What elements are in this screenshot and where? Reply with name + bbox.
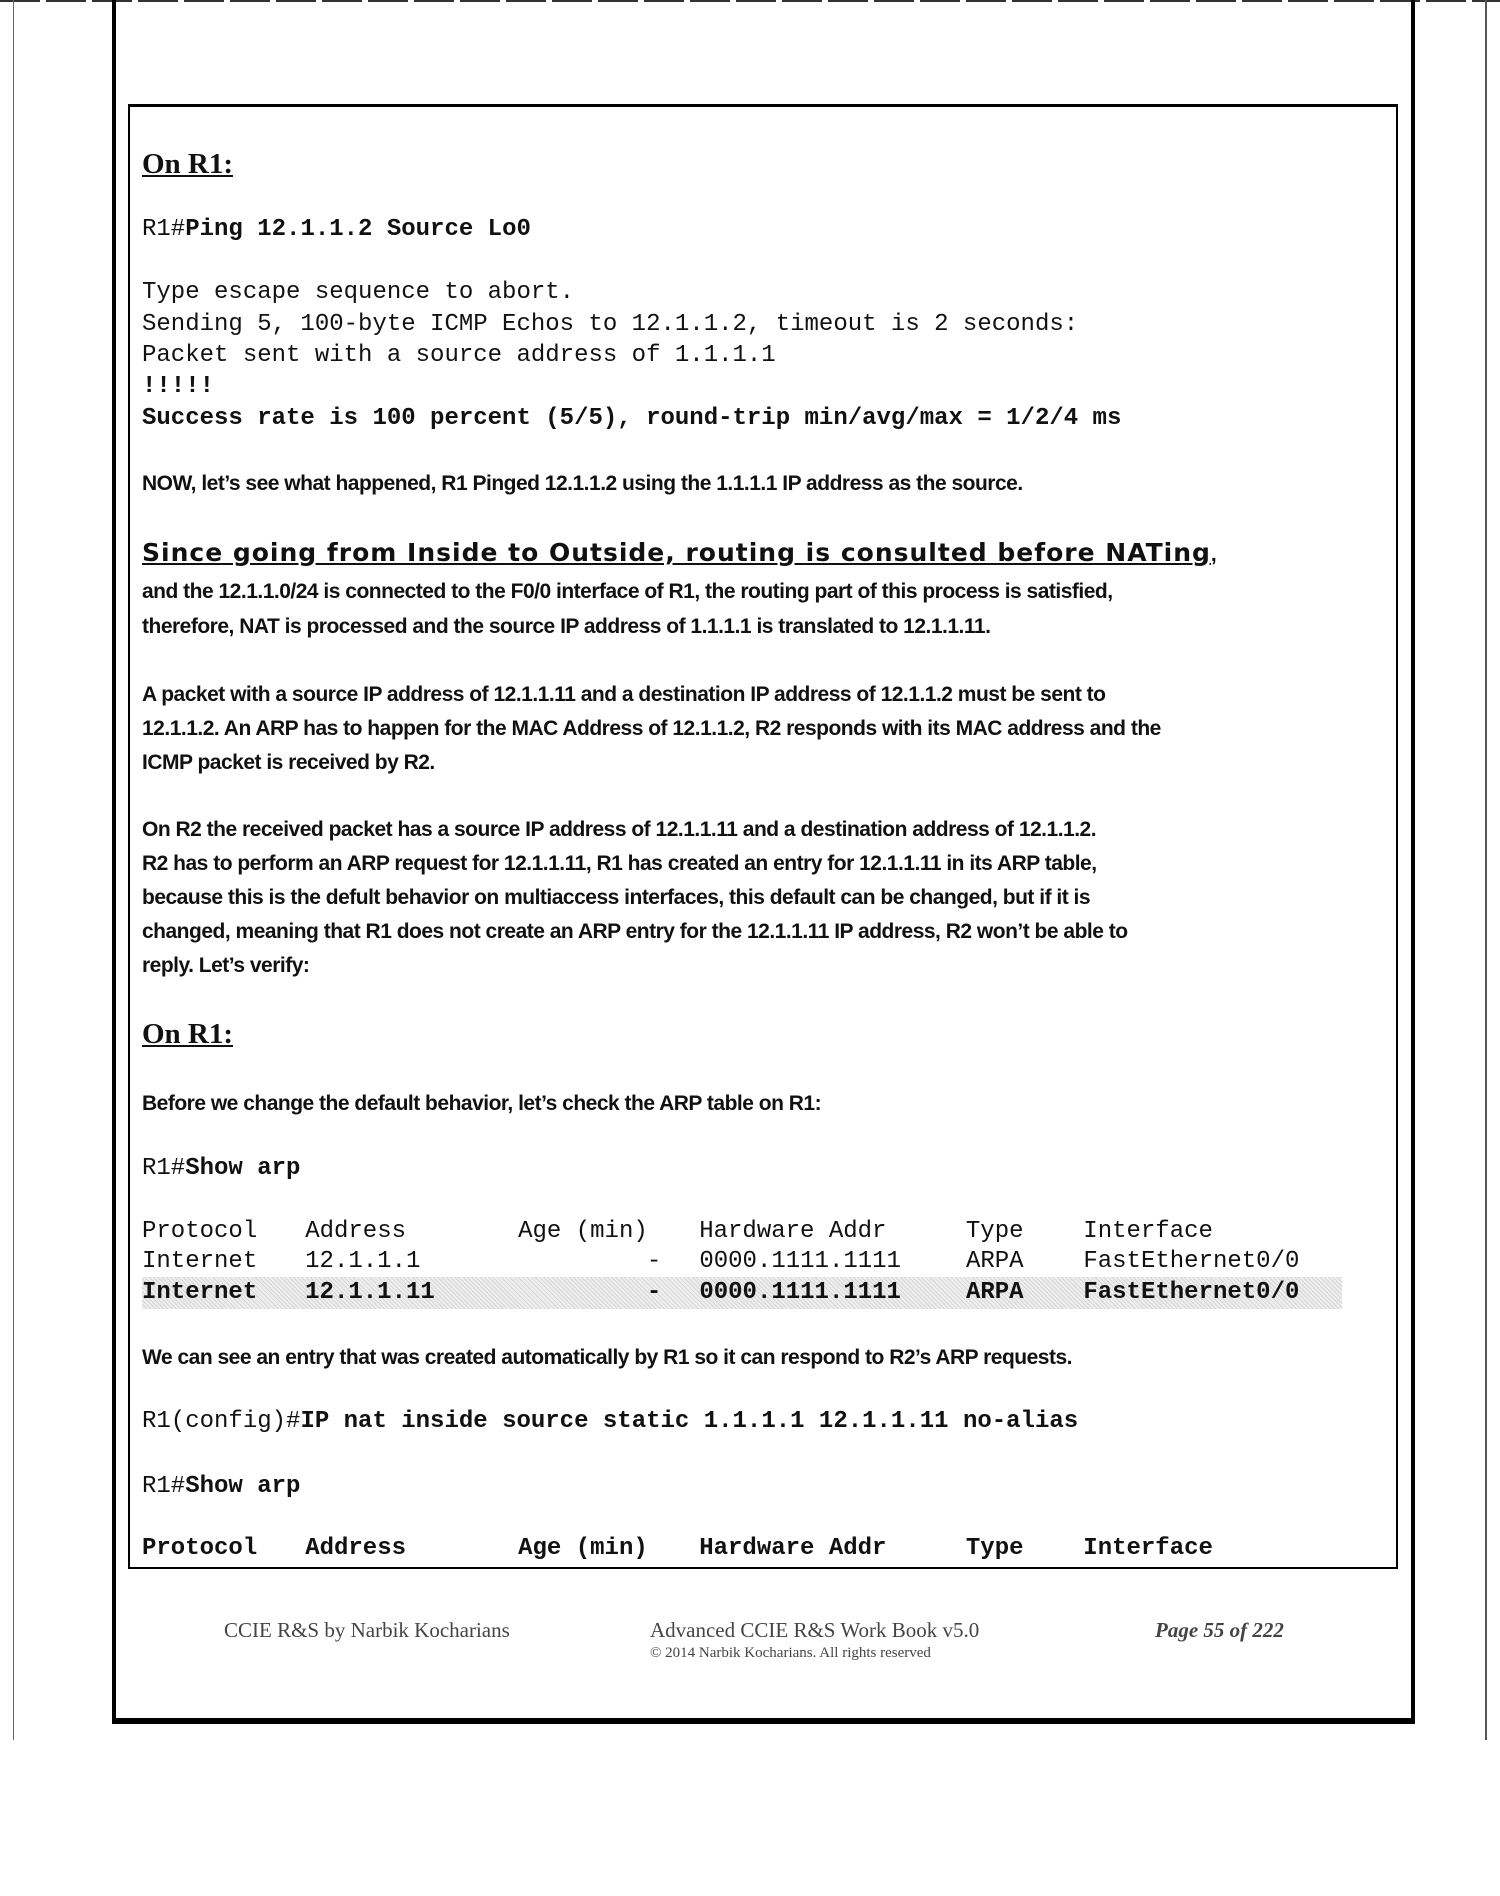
show-arp-command-line — [142, 1471, 300, 1503]
emphasis-line — [142, 538, 1216, 572]
paragraph-line: because this is the defult behavior on multiaccess interfaces, this default can be changed, but if it is — [142, 886, 1091, 909]
arp-table-row-highlighted — [142, 1277, 1342, 1309]
section-heading-on-r1: On R1: — [142, 1018, 234, 1050]
arp-table-row — [142, 1246, 1342, 1278]
show-arp-command: Show arp — [185, 1473, 301, 1500]
show-arp-command-line — [142, 1153, 300, 1185]
emphasis-tail: , — [1210, 543, 1217, 566]
prompt: R1# — [142, 1155, 186, 1182]
arp-table-header — [142, 1216, 1342, 1248]
cell-age: - — [646, 1248, 662, 1275]
ping-output-line: !!!!! — [142, 373, 215, 400]
explanation-intro: NOW, let’s see what happened, R1 Pinged 12.1.1.2 using the 1.1.1.1 IP address as the source. — [142, 472, 1023, 495]
footer-author: CCIE R&S by Narbik Kocharians — [224, 1618, 510, 1642]
ping-output-line: Type escape sequence to abort. — [142, 279, 575, 306]
section-heading-on-r1: On R1: — [142, 148, 234, 180]
prompt: R1# — [142, 1473, 186, 1500]
prompt: R1# — [142, 216, 186, 243]
col-age: Age (min) — [518, 1218, 648, 1245]
config-prompt: R1(config)# — [142, 1408, 301, 1435]
col-type: Type — [965, 1535, 1024, 1562]
paragraph-line: and the 12.1.1.0/24 is connected to the F0/0 interface of R1, the routing part of this process is satisfied, — [142, 580, 1113, 603]
paragraph-line: therefore, NAT is processed and the source IP address of 1.1.1.1 is translated to 12.1.1.11. — [142, 615, 991, 638]
cell-age: - — [646, 1279, 662, 1306]
col-interface: Interface — [1083, 1535, 1213, 1562]
col-address: Address — [305, 1535, 407, 1562]
col-age: Age (min) — [518, 1535, 648, 1562]
ping-output-line: Packet sent with a source address of 1.1.1.1 — [142, 342, 776, 369]
config-command: IP nat inside source static 1.1.1.1 12.1.1.11 no-alias — [300, 1408, 1079, 1435]
footer-page-number: Page 55 of 222 — [1155, 1618, 1284, 1642]
paragraph-line: 12.1.1.2. An ARP has to happen for the MAC Address of 12.1.1.2, R2 responds with its MAC address and the — [142, 717, 1161, 740]
footer-copyright: © 2014 Narbik Kocharians. All rights reserved — [650, 1645, 931, 1661]
col-hardware-addr: Hardware Addr — [699, 1535, 887, 1562]
emphasis-text: Since going from Inside to Outside, routing is consulted before NATing — [142, 538, 1211, 567]
ping-output-line: Sending 5, 100-byte ICMP Echos to 12.1.1.2, timeout is 2 seconds: — [142, 311, 1079, 338]
col-interface: Interface — [1083, 1218, 1213, 1245]
col-address: Address — [305, 1218, 407, 1245]
cell-type: ARPA — [965, 1248, 1024, 1275]
arp-note: We can see an entry that was created automatically by R1 so it can respond to R2’s ARP requests. — [142, 1346, 1072, 1369]
cell-hardware-addr: 0000.1111.1111 — [699, 1248, 901, 1275]
scan-right-edge — [1485, 0, 1487, 1740]
cell-type: ARPA — [965, 1279, 1024, 1306]
cell-interface: FastEthernet0/0 — [1083, 1279, 1300, 1306]
ping-result-line: Success rate is 100 percent (5/5), round-trip min/avg/max = 1/2/4 ms — [142, 405, 1122, 432]
col-protocol: Protocol — [142, 1218, 258, 1245]
paragraph-line: A packet with a source IP address of 12.1.1.11 and a destination IP address of 12.1.1.2 must be sent to — [142, 683, 1106, 706]
scan-left-edge — [13, 0, 14, 1740]
paragraph-line: reply. Let’s verify: — [142, 954, 310, 977]
ping-command: Ping 12.1.1.2 Source Lo0 — [185, 216, 531, 243]
col-protocol: Protocol — [142, 1535, 258, 1562]
section-intro: Before we change the default behavior, let’s check the ARP table on R1: — [142, 1092, 822, 1115]
cell-address: 12.1.1.11 — [305, 1279, 435, 1306]
paragraph-line: changed, meaning that R1 does not create an ARP entry for the 12.1.1.11 IP address, R2 won’t be able to — [142, 920, 1128, 943]
footer-book-title: Advanced CCIE R&S Work Book v5.0 — [650, 1618, 980, 1642]
col-type: Type — [965, 1218, 1024, 1245]
cell-interface: FastEthernet0/0 — [1083, 1248, 1300, 1275]
paragraph-line: On R2 the received packet has a source IP address of 12.1.1.11 and a destination address of 12.1.1.2. — [142, 818, 1097, 841]
cell-hardware-addr: 0000.1111.1111 — [699, 1279, 901, 1306]
config-command-line — [142, 1406, 1078, 1438]
show-arp-command: Show arp — [185, 1155, 301, 1182]
col-hardware-addr: Hardware Addr — [699, 1218, 887, 1245]
cell-protocol: Internet — [142, 1279, 258, 1306]
cell-protocol: Internet — [142, 1248, 258, 1275]
ping-command-line — [142, 214, 531, 246]
arp-table2-header — [142, 1533, 1342, 1565]
cell-address: 12.1.1.1 — [305, 1248, 421, 1275]
paragraph-line: ICMP packet is received by R2. — [142, 751, 435, 774]
paragraph-line: R2 has to perform an ARP request for 12.1.1.11, R1 has created an entry for 12.1.1.11 in its ARP table, — [142, 852, 1097, 875]
